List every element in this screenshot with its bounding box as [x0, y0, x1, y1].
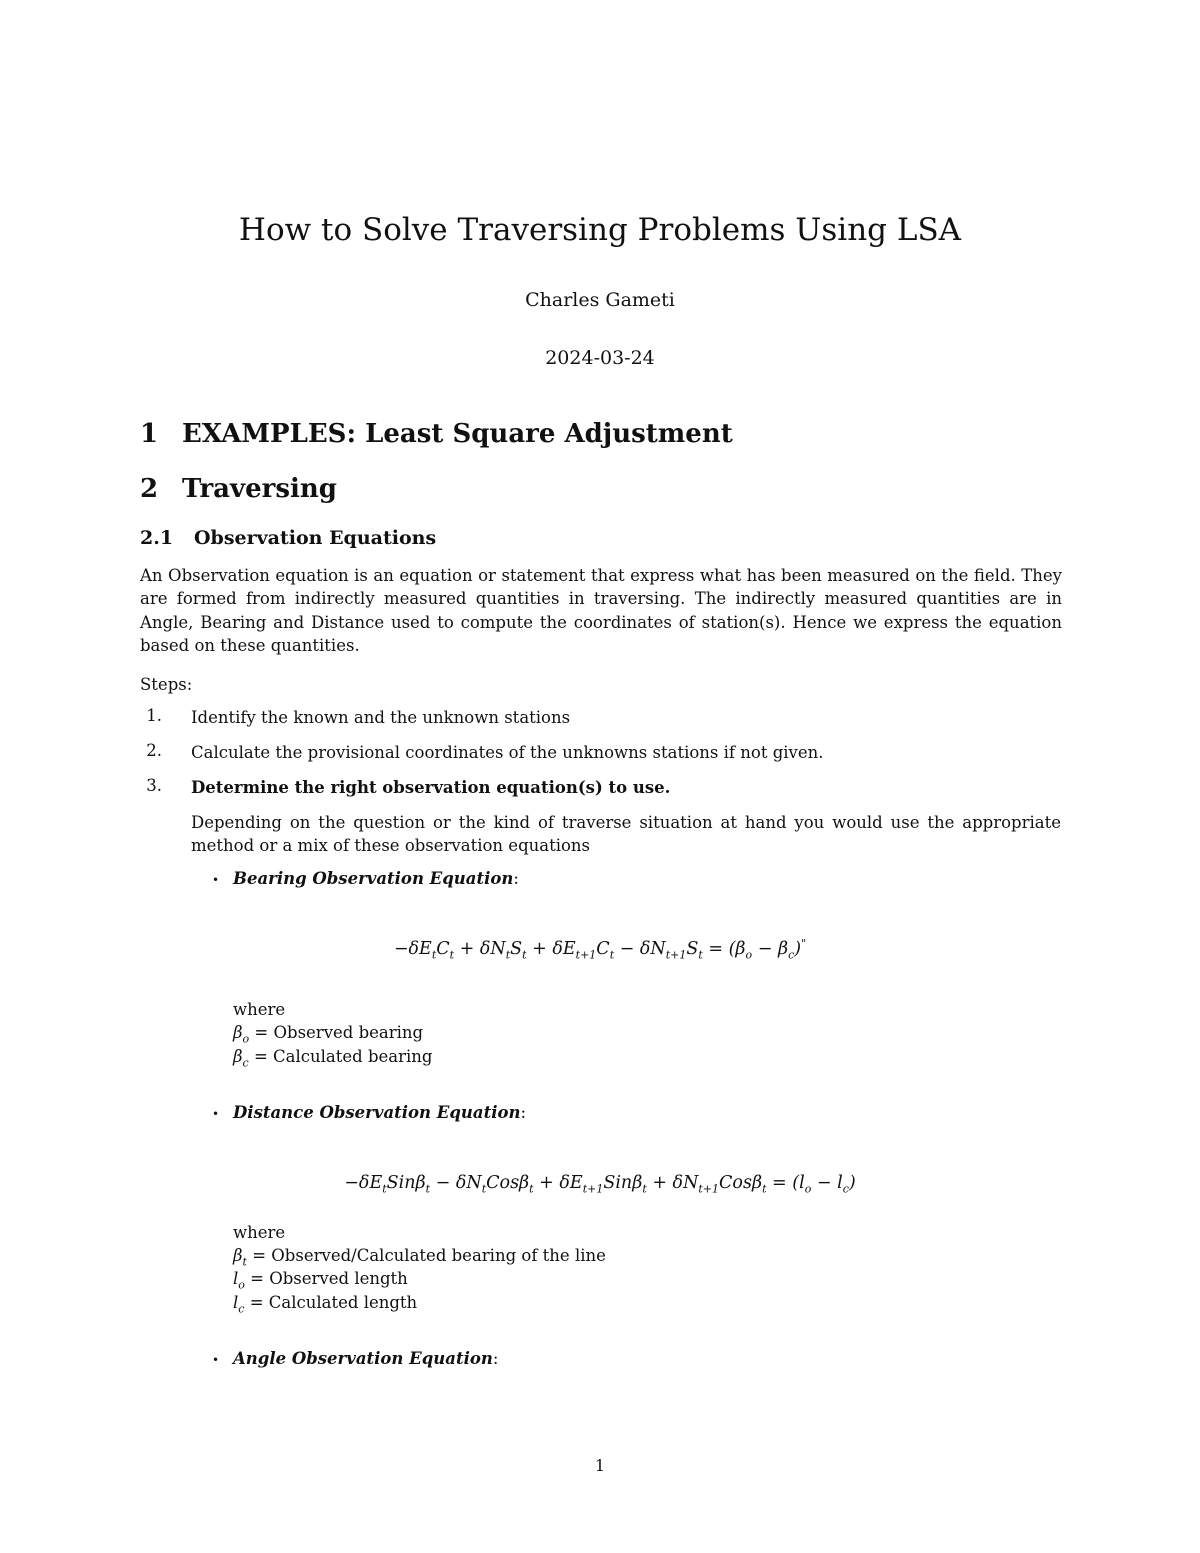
bearing-equation: $-\delta E_tC_t + \delta N_tS_t + \delta E_{t+1}C_t - \delta N_{t+1}S_t = (\beta_o - \beta_c)^"$: [393, 937, 807, 962]
page-number: 1: [594, 1456, 606, 1475]
symbol: $l_c$: [233, 1293, 245, 1316]
subsection-heading: [140, 527, 436, 549]
symbol: $\beta_c$: [233, 1047, 249, 1070]
bearing-equation-label: [233, 869, 519, 888]
bullet-icon: •: [212, 873, 220, 887]
angle-equation-label: [233, 1349, 498, 1368]
definition-text: = Observed length: [244, 1269, 408, 1288]
document-title: How to Solve Traversing Problems Using LSA: [238, 212, 962, 248]
symbol: $\beta_o$: [233, 1023, 250, 1046]
colon: :: [520, 1103, 527, 1122]
step-text: Determine the right observation equation(s) to use.: [191, 778, 671, 797]
definition-text: = Observed/Calculated bearing of the line: [246, 1246, 606, 1265]
symbol: $l_o$: [233, 1269, 245, 1292]
author: Charles Gameti: [525, 289, 675, 311]
where-label: where: [233, 1000, 286, 1019]
date: 2024-03-24: [545, 347, 655, 369]
distance-equation-label: [233, 1103, 526, 1122]
section-title: Traversing: [182, 474, 337, 504]
definition-line: [233, 1291, 417, 1320]
section-title: EXAMPLES: Least Square Adjustment: [182, 419, 733, 449]
step-text: Identify the known and the unknown stations: [191, 708, 571, 727]
intro-paragraph: An Observation equation is an equation or statement that express what has been measured on the field. They are formed from indirectly measured quantities in traversing. The indirectly measured quantities are in Angle, Bearing and Distance used to compute the coordinates of station(s). Hence we express the equation based on these quantities.: [140, 566, 1062, 655]
step3-paragraph: Depending on the question or the kind of traverse situation at hand you would use the appropriate method or a mix of these observation equations: [191, 813, 1061, 856]
section-heading-2: [140, 474, 337, 504]
definition-text: = Calculated length: [244, 1293, 418, 1312]
step-number: 2.: [146, 741, 162, 760]
bullet-icon: •: [212, 1107, 220, 1121]
where-label: where: [233, 1223, 286, 1242]
section-heading-1: [140, 419, 733, 449]
label-text: Distance Observation Equation: [233, 1103, 521, 1122]
bullet-icon: •: [212, 1353, 220, 1367]
label-text: Angle Observation Equation: [233, 1349, 493, 1368]
distance-equation: $-\delta E_tSin\beta_t - \delta N_tCos\beta_t + \delta E_{t+1}Sin\beta_t + \delta N_{t+1}Cos\beta_t = (l_o - l_c)$: [344, 1173, 856, 1196]
subsection-title: Observation Equations: [194, 527, 437, 549]
definition-line: [233, 1045, 432, 1074]
subsection-number: 2.1: [140, 527, 174, 549]
definition-text: = Calculated bearing: [248, 1047, 433, 1066]
colon: :: [492, 1349, 499, 1368]
symbol: $\beta_t$: [233, 1246, 247, 1269]
steps-label: Steps:: [140, 675, 193, 694]
step-number: 3.: [146, 776, 162, 795]
step-number: 1.: [146, 706, 162, 725]
section-number: 2: [140, 474, 159, 504]
step-text: Calculate the provisional coordinates of the unknowns stations if not given.: [191, 743, 824, 762]
definition-text: = Observed bearing: [249, 1023, 424, 1042]
label-text: Bearing Observation Equation: [233, 869, 514, 888]
section-number: 1: [140, 419, 159, 449]
colon: :: [513, 869, 519, 888]
